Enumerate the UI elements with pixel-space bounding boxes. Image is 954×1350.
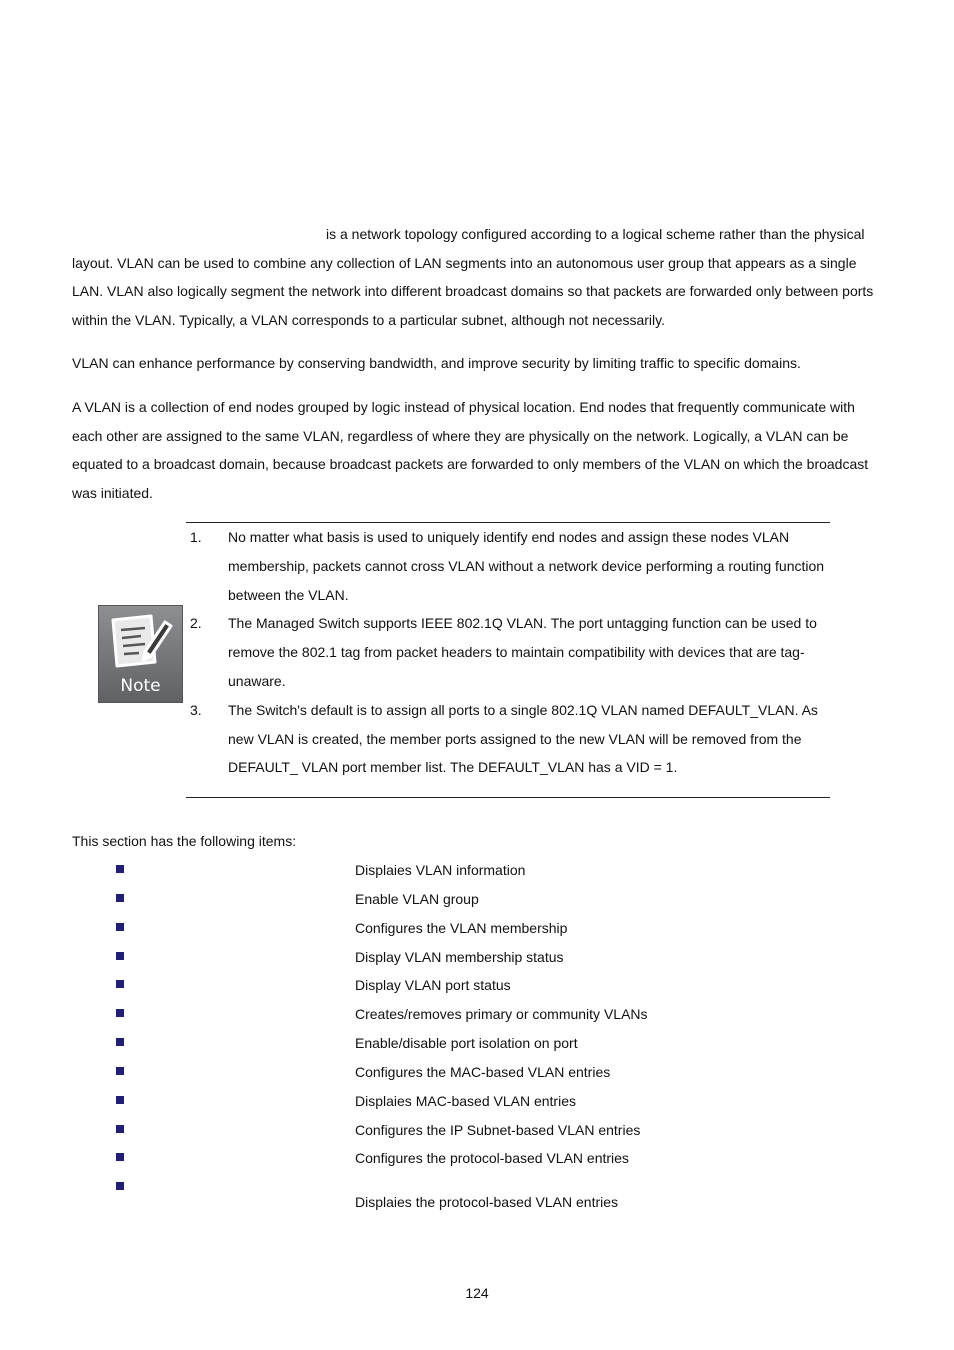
note-icon-label: Note [120, 676, 161, 696]
note-item [190, 696, 830, 782]
list-item-description: Display VLAN port status [355, 977, 511, 993]
list-item-description: Displaies the protocol-based VLAN entries [355, 1194, 619, 1210]
list-item-description: Enable VLAN group [355, 891, 479, 907]
list-item [0, 1059, 954, 1085]
list-item-description: Enable/disable port isolation on port [355, 1035, 578, 1051]
bullet-icon [116, 1038, 124, 1046]
list-item [0, 1088, 954, 1114]
list-item [0, 915, 954, 941]
note-item-text: No matter what basis is used to uniquely identify end nodes and assign these nodes VLAN membership, packets cannot cross VLAN without a network device performing a routing function between the VLAN. [228, 529, 825, 603]
list-item [0, 1030, 954, 1056]
bullet-icon [116, 952, 124, 960]
list-item [0, 1145, 954, 1171]
bullet-icon [116, 1009, 124, 1017]
bullet-icon [116, 1182, 124, 1190]
list-item [0, 857, 954, 883]
list-item [0, 1174, 954, 1210]
note-item-text: The Managed Switch supports IEEE 802.1Q VLAN. The port untagging function can be used to remove the 802.1 tag from packet headers to maintain compatibility with devices that are tag-unaware. [228, 615, 817, 689]
list-item-description: Configures the protocol-based VLAN entries [355, 1150, 629, 1166]
vlan-definition-paragraph: A VLAN is a collection of end nodes grouped by logic instead of physical location. End nodes that frequently communicate with each other are assigned to the same VLAN, regardless of where they are physically on the network. Logically, a VLAN can be equated to a broadcast domain, because broadcast packets are forwarded to only members of the VLAN on which the broadcast was initiated. [72, 399, 869, 502]
bullet-icon [116, 1153, 124, 1161]
list-item-description: Configures the MAC-based VLAN entries [355, 1064, 611, 1080]
note-item-number: 1. [190, 529, 202, 545]
list-item [0, 1001, 954, 1027]
note-bottom-rule [186, 797, 830, 798]
list-item-description: Display VLAN membership status [355, 949, 564, 965]
performance-paragraph: VLAN can enhance performance by conserving bandwidth, and improve security by limiting traffic to specific domains. [72, 355, 801, 371]
note-item-number: 3. [190, 701, 202, 718]
list-item-description: Configures the IP Subnet-based VLAN entries [355, 1122, 641, 1138]
list-item [0, 944, 954, 970]
note-item [190, 523, 830, 609]
bullet-icon [116, 1125, 124, 1133]
list-item-description: Creates/removes primary or community VLANs [355, 1006, 648, 1022]
bullet-icon [116, 865, 124, 873]
bullet-icon [116, 894, 124, 902]
bullet-icon [116, 980, 124, 988]
note-pencil-icon [99, 606, 182, 676]
list-item-description: Configures the VLAN membership [355, 920, 568, 936]
list-item-description: Displaies VLAN information [355, 862, 526, 878]
list-item [0, 972, 954, 998]
bullet-icon [116, 1067, 124, 1075]
list-item [0, 1117, 954, 1143]
list-item-description: Displaies MAC-based VLAN entries [355, 1093, 576, 1109]
bullet-icon [116, 1096, 124, 1104]
section-intro: This section has the following items: [72, 833, 297, 849]
bullet-icon [116, 923, 124, 931]
list-item [0, 886, 954, 912]
note-list [190, 523, 830, 782]
note-item-number: 2. [190, 615, 202, 632]
note-icon [98, 605, 183, 703]
intro-rest: layout. VLAN can be used to combine any collection of LAN segments into an autonomous user group that appears as a single LAN. VLAN also logically segment the network into different broadcast domains so that packets are forwarded only between ports within the VLAN. Typically, a VLAN corresponds to a particular subnet, although not necessarily. [72, 254, 874, 329]
page-number: 124 [465, 1285, 489, 1301]
intro-paragraph [72, 220, 884, 335]
intro-first-line: is a network topology configured according to a logical scheme rather than the physical [326, 226, 865, 242]
note-item-text: The Switch's default is to assign all ports to a single 802.1Q VLAN named DEFAULT_VLAN. As new VLAN is created, the member ports assigned to the new VLAN will be removed from the DEFAULT_ VLAN port member list. The DEFAULT_VLAN has a VID = 1. [228, 701, 818, 776]
note-item [190, 609, 830, 695]
